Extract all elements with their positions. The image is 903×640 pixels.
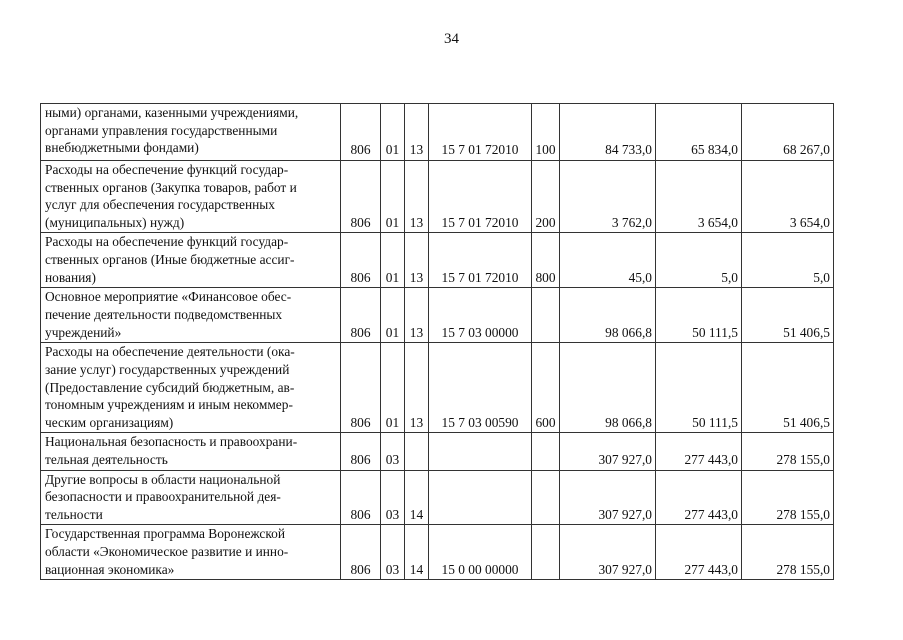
cell-name-line: тельная деятельность	[45, 451, 168, 467]
cell-name	[41, 104, 341, 161]
cell-amount-2: 50 111,5	[656, 343, 742, 433]
cell-name-line: ственных органов (Иные бюджетные ассиг-	[45, 251, 295, 267]
cell-amount-2: 277 443,0	[656, 433, 742, 470]
table-row	[41, 288, 834, 343]
cell-name-line: Национальная безопасность и правоохрани-	[45, 434, 298, 450]
cell-ved: 806	[341, 433, 381, 470]
cell-name-line: органами управления государственными	[45, 122, 278, 138]
cell-name-line: внебюджетными фондами)	[45, 140, 199, 156]
cell-name-line: безопасности и правоохранительной дея-	[45, 489, 281, 505]
cell-name-line: вационная экономика»	[45, 561, 175, 577]
cell-amount-1: 307 927,0	[560, 525, 656, 580]
cell-expense-type	[532, 525, 560, 580]
cell-section: 03	[381, 470, 405, 525]
cell-section: 01	[381, 104, 405, 161]
cell-target-article	[429, 470, 532, 525]
table-row	[41, 161, 834, 233]
cell-expense-type	[532, 470, 560, 525]
table-row	[41, 104, 834, 161]
table-row	[41, 433, 834, 470]
cell-target-article: 15 7 01 72010	[429, 233, 532, 288]
cell-name	[41, 470, 341, 525]
budget-table-body	[41, 104, 834, 580]
cell-section: 01	[381, 161, 405, 233]
cell-name-line: Другие вопросы в области национальной	[45, 471, 281, 487]
cell-section: 01	[381, 233, 405, 288]
cell-name-line: тономным учреждениям и иным некоммер-	[45, 397, 293, 413]
cell-subsection: 13	[405, 161, 429, 233]
cell-amount-3: 278 155,0	[742, 525, 834, 580]
cell-section: 03	[381, 525, 405, 580]
cell-amount-3: 51 406,5	[742, 343, 834, 433]
cell-target-article: 15 7 01 72010	[429, 161, 532, 233]
cell-section: 01	[381, 288, 405, 343]
cell-name	[41, 233, 341, 288]
cell-amount-2: 65 834,0	[656, 104, 742, 161]
page-number: 34	[444, 31, 459, 47]
cell-name-line: тельности	[45, 506, 103, 522]
cell-section: 01	[381, 343, 405, 433]
cell-target-article: 15 0 00 00000	[429, 525, 532, 580]
cell-name	[41, 433, 341, 470]
cell-amount-1: 98 066,8	[560, 343, 656, 433]
cell-name-line: ческим организациям)	[45, 414, 174, 430]
cell-target-article: 15 7 03 00590	[429, 343, 532, 433]
cell-name-line: услуг для обеспечения государственных	[45, 197, 275, 213]
cell-amount-1: 307 927,0	[560, 433, 656, 470]
cell-ved: 806	[341, 470, 381, 525]
cell-ved: 806	[341, 161, 381, 233]
cell-expense-type: 100	[532, 104, 560, 161]
table-row	[41, 525, 834, 580]
cell-amount-1: 84 733,0	[560, 104, 656, 161]
budget-table	[40, 103, 834, 580]
cell-name-line: ными) органами, казенными учреждениями,	[45, 105, 299, 120]
cell-amount-2: 3 654,0	[656, 161, 742, 233]
cell-amount-2: 277 443,0	[656, 470, 742, 525]
cell-subsection	[405, 433, 429, 470]
cell-target-article: 15 7 01 72010	[429, 104, 532, 161]
cell-expense-type	[532, 433, 560, 470]
cell-subsection: 14	[405, 525, 429, 580]
cell-ved: 806	[341, 288, 381, 343]
cell-amount-2: 277 443,0	[656, 525, 742, 580]
cell-subsection: 13	[405, 104, 429, 161]
cell-name-line: Расходы на обеспечение функций государ-	[45, 162, 289, 177]
cell-expense-type: 800	[532, 233, 560, 288]
cell-expense-type: 200	[532, 161, 560, 233]
cell-name-line: (Предоставление субсидий бюджетным, ав-	[45, 379, 295, 395]
cell-section: 03	[381, 433, 405, 470]
cell-name-line: (муниципальных) нужд)	[45, 214, 185, 230]
cell-subsection: 13	[405, 233, 429, 288]
cell-name-line: зание услуг) государственных учреждений	[45, 361, 290, 377]
cell-amount-1: 307 927,0	[560, 470, 656, 525]
cell-subsection: 13	[405, 343, 429, 433]
cell-target-article	[429, 433, 532, 470]
cell-amount-1: 45,0	[560, 233, 656, 288]
cell-name	[41, 525, 341, 580]
cell-ved: 806	[341, 104, 381, 161]
cell-amount-3: 3 654,0	[742, 161, 834, 233]
cell-amount-1: 3 762,0	[560, 161, 656, 233]
cell-name-line: Расходы на обеспечение деятельности (ока-	[45, 344, 295, 360]
cell-amount-3: 5,0	[742, 233, 834, 288]
cell-amount-3: 68 267,0	[742, 104, 834, 161]
cell-ved: 806	[341, 525, 381, 580]
cell-amount-2: 5,0	[656, 233, 742, 288]
cell-amount-3: 51 406,5	[742, 288, 834, 343]
table-row	[41, 233, 834, 288]
cell-name-line: ственных органов (Закупка товаров, работ и	[45, 179, 297, 195]
cell-ved: 806	[341, 343, 381, 433]
cell-amount-1: 98 066,8	[560, 288, 656, 343]
cell-name-line: Расходы на обеспечение функций государ-	[45, 234, 289, 250]
cell-name-line: нования)	[45, 269, 96, 285]
cell-name	[41, 288, 341, 343]
cell-name-line: Государственная программа Воронежской	[45, 526, 286, 542]
cell-target-article: 15 7 03 00000	[429, 288, 532, 343]
cell-name-line: печение деятельности подведомственных	[45, 306, 283, 322]
table-row	[41, 470, 834, 525]
cell-subsection: 14	[405, 470, 429, 525]
cell-ved: 806	[341, 233, 381, 288]
cell-name	[41, 343, 341, 433]
cell-name-line: области «Экономическое развитие и инно-	[45, 543, 289, 559]
cell-subsection: 13	[405, 288, 429, 343]
cell-name	[41, 161, 341, 233]
cell-amount-3: 278 155,0	[742, 470, 834, 525]
cell-name-line: Основное мероприятие «Финансовое обес-	[45, 289, 292, 305]
cell-expense-type	[532, 288, 560, 343]
table-row	[41, 343, 834, 433]
cell-name-line: учреждений»	[45, 324, 122, 340]
cell-amount-3: 278 155,0	[742, 433, 834, 470]
cell-amount-2: 50 111,5	[656, 288, 742, 343]
cell-expense-type: 600	[532, 343, 560, 433]
